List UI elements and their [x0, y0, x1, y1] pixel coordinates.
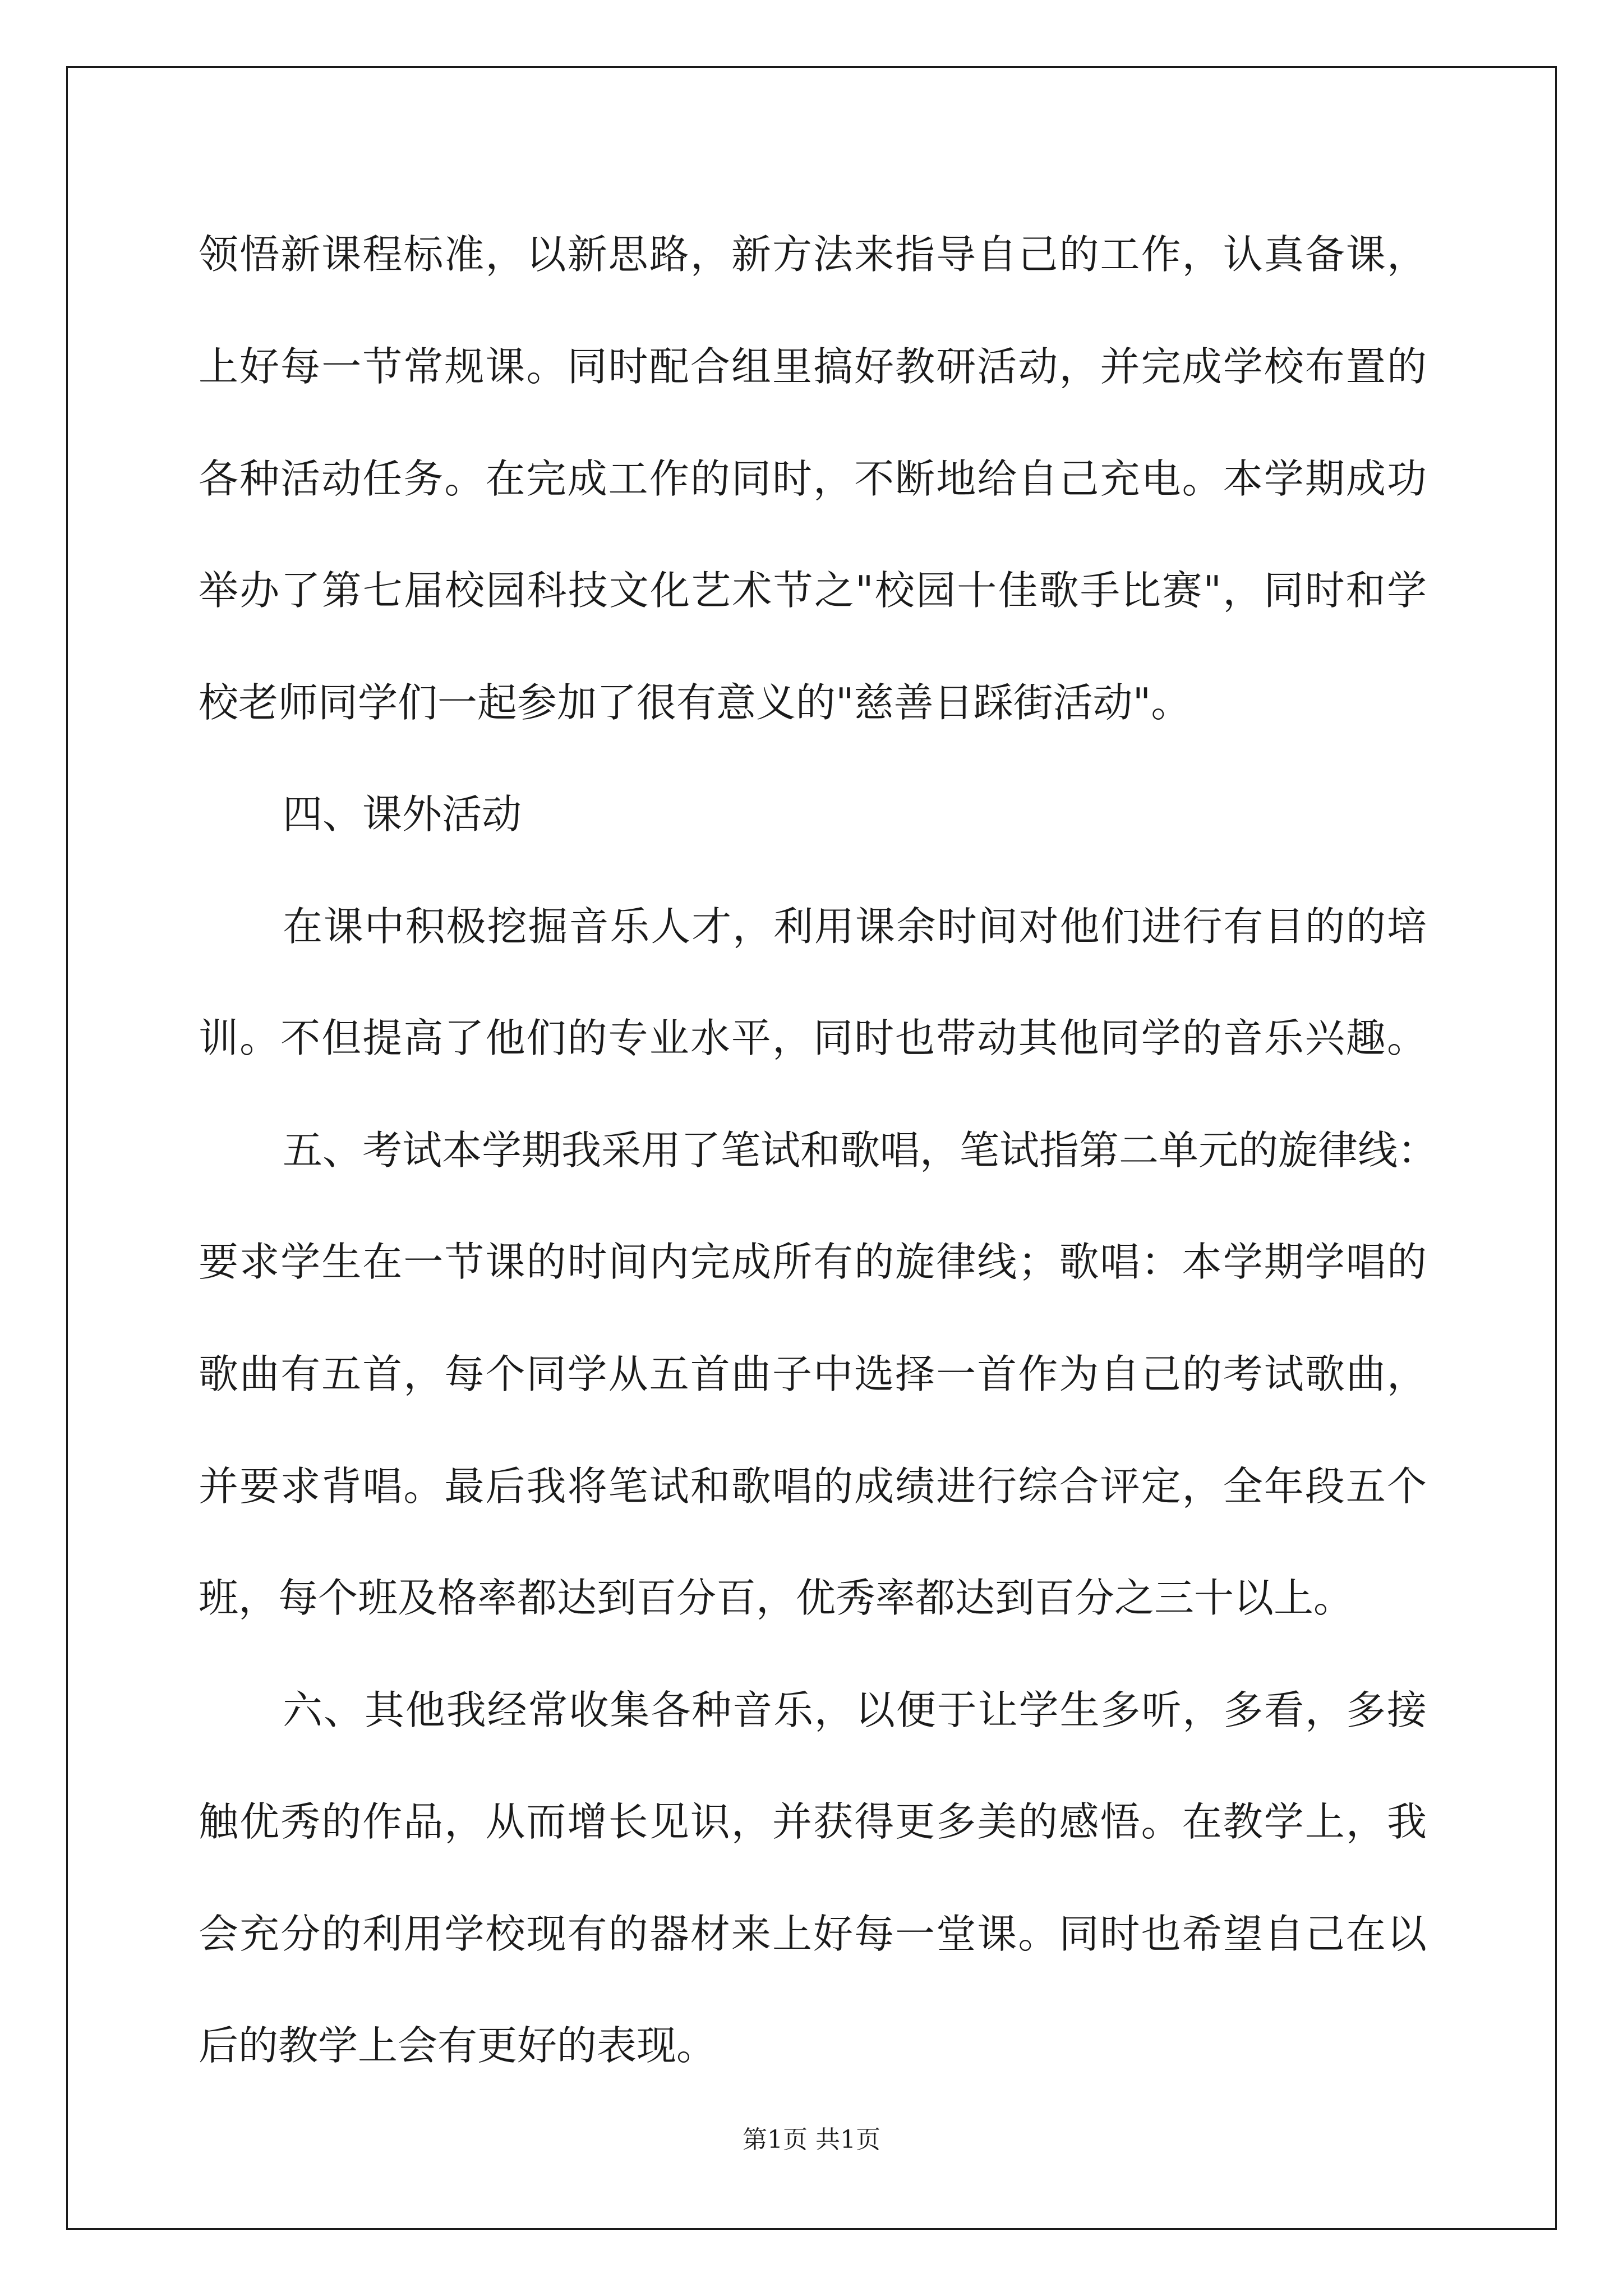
paragraph-line: 各种活动任务。在完成工作的同时，不断地给自己充电。本学期成功: [199, 455, 1427, 502]
paragraph-line: 在课中积极挖掘音乐人才，利用课余时间对他们进行有目的的培: [283, 903, 1427, 950]
paragraph-line: 六、其他我经常收集各种音乐，以便于让学生多听，多看，多接: [283, 1687, 1427, 1733]
paragraph-line: 触优秀的作品，从而增长见识，并获得更多美的感悟。在教学上，我: [199, 1798, 1427, 1845]
paragraph-line: 并要求背唱。最后我将笔试和歌唱的成绩进行综合评定，全年段五个: [199, 1463, 1427, 1510]
paragraph-line: 班，每个班及格率都达到百分百，优秀率都达到百分之三十以上。: [199, 1575, 1354, 1621]
paragraph-line: 上好每一节常规课。同时配合组里搞好教研活动，并完成学校布置的: [199, 343, 1427, 390]
page-number: 第1页 共1页: [743, 2125, 880, 2154]
paragraph-line: 后的教学上会有更好的表现。: [199, 2022, 717, 2069]
section-heading: 四、课外活动: [283, 791, 522, 838]
paragraph-line: 要求学生在一节课的时间内完成所有的旋律线；歌唱：本学期学唱的: [199, 1239, 1427, 1285]
paragraph-line: 会充分的利用学校现有的器材来上好每一堂课。同时也希望自己在以: [199, 1911, 1427, 1957]
paragraph-line: 五、考试本学期我采用了笔试和歌唱，笔试指第二单元的旋律线：: [283, 1127, 1438, 1174]
paragraph-line: 领悟新课程标准，以新思路，新方法来指导自己的工作，认真备课，: [199, 231, 1427, 278]
paragraph-line: 校老师同学们一起参加了很有意义的"慈善日踩街活动"。: [199, 679, 1191, 726]
paragraph-line: 训。不但提高了他们的专业水平，同时也带动其他同学的音乐兴趣。: [199, 1015, 1427, 1061]
paragraph-line: 举办了第七届校园科技文化艺术节之"校园十佳歌手比赛"，同时和学: [199, 567, 1427, 614]
paragraph-line: 歌曲有五首，每个同学从五首曲子中选择一首作为自己的考试歌曲，: [199, 1351, 1427, 1397]
